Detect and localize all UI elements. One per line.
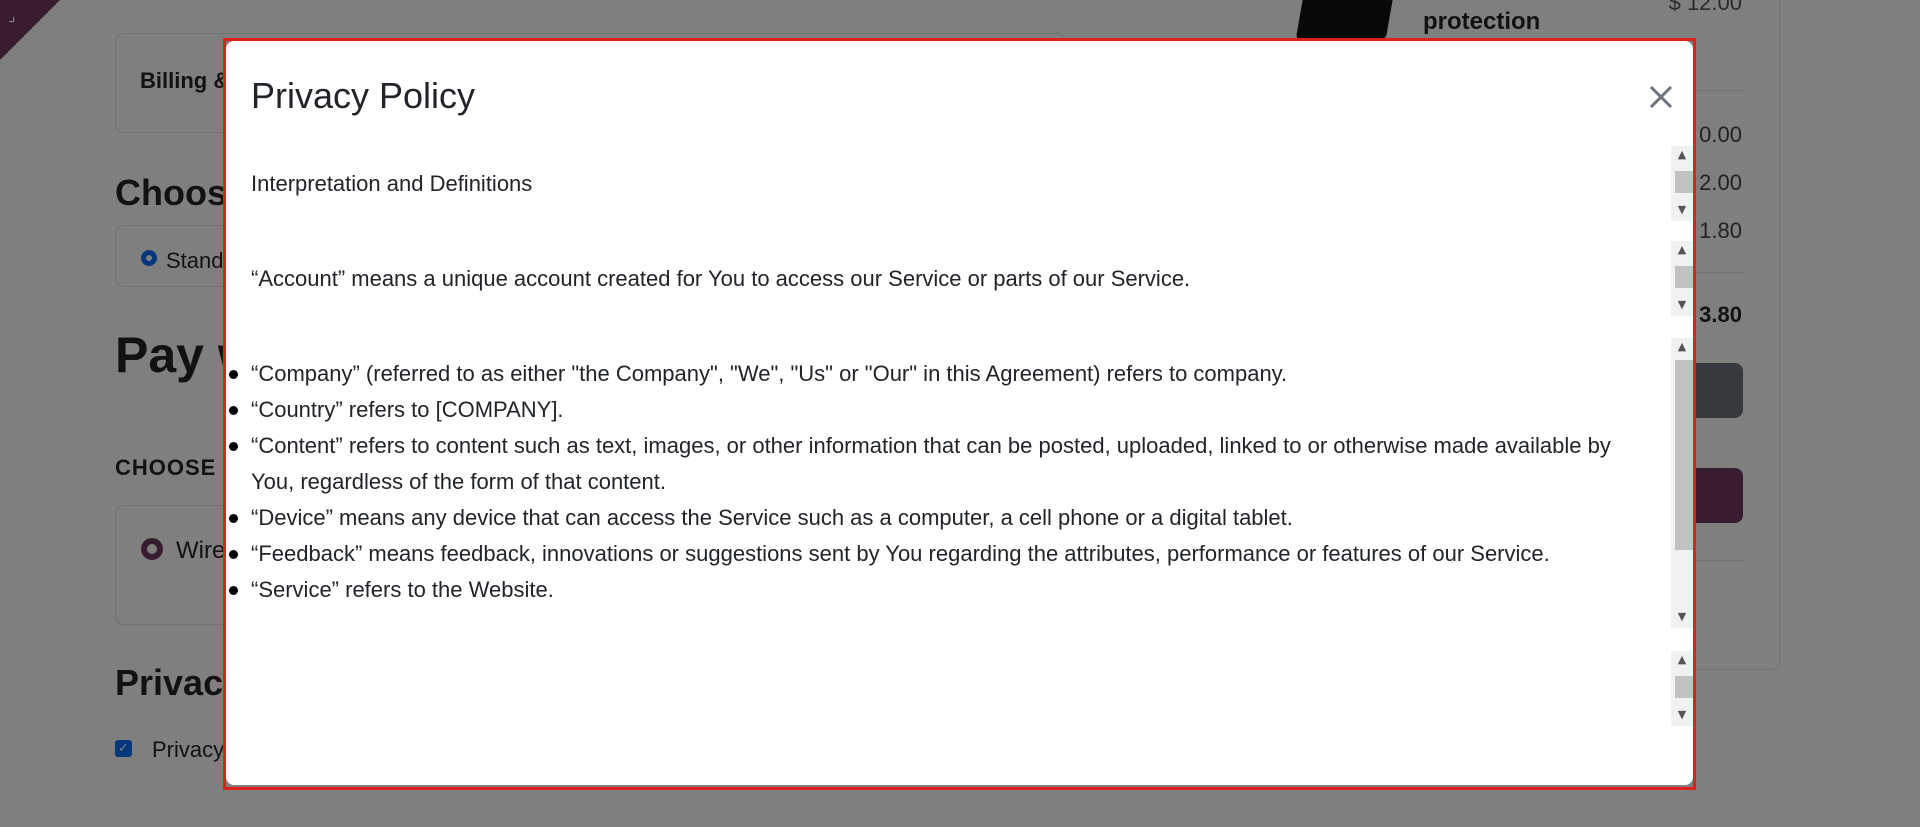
close-button[interactable] [1641, 77, 1681, 117]
scroll-up-arrow-icon[interactable]: ▲ [1677, 340, 1687, 353]
scroll-down-arrow-icon[interactable]: ▼ [1677, 203, 1687, 216]
definition-company: “Company” (referred to as either "the Company", "We", "Us" or "Our" in this Agreement) refers to company. [251, 356, 1651, 392]
scroll-down-arrow-icon[interactable]: ▼ [1677, 610, 1687, 623]
frame-scrollbar[interactable] [1671, 338, 1693, 628]
scroll-thumb[interactable] [1675, 360, 1693, 550]
content-frame-definitions [226, 338, 1693, 628]
definition-content: “Content” refers to content such as text, images, or other information that can be posted, uploaded, linked to or otherwise made available by You, regardless of the form of that content. [251, 428, 1651, 500]
definition-country: “Country” refers to [COMPANY]. [251, 392, 1651, 428]
frame-scrollbar[interactable] [1671, 241, 1693, 316]
content-frame-empty [226, 651, 1693, 726]
scroll-down-arrow-icon[interactable]: ▼ [1677, 708, 1687, 721]
content-frame-heading [226, 146, 1693, 221]
modal-title: Privacy Policy [251, 75, 476, 116]
scroll-up-arrow-icon[interactable]: ▲ [1677, 148, 1687, 161]
definition-device: “Device” means any device that can access the Service such as a computer, a cell phone or a digital tablet. [251, 500, 1651, 536]
scroll-thumb[interactable] [1675, 676, 1693, 698]
frame-scrollbar[interactable] [1671, 146, 1693, 221]
scroll-thumb[interactable] [1675, 171, 1693, 193]
definition-service: “Service” refers to the Website. [251, 572, 1651, 608]
scroll-down-arrow-icon[interactable]: ▼ [1677, 298, 1687, 311]
content-frame-account [226, 241, 1693, 316]
section-heading: Interpretation and Definitions [251, 171, 533, 196]
account-definition: “Account” means a unique account created for You to access our Service or parts of our Service. [251, 266, 1191, 291]
scroll-up-arrow-icon[interactable]: ▲ [1677, 243, 1687, 256]
definition-feedback: “Feedback” means feedback, innovations or suggestions sent by You regarding the attributes, performance or features of our Service. [251, 536, 1651, 572]
definitions-list [251, 356, 1651, 608]
frame-scrollbar[interactable] [1671, 651, 1693, 726]
privacy-policy-modal [226, 41, 1693, 785]
scroll-thumb[interactable] [1675, 266, 1693, 288]
close-icon [1641, 77, 1681, 117]
scroll-up-arrow-icon[interactable]: ▲ [1677, 653, 1687, 666]
